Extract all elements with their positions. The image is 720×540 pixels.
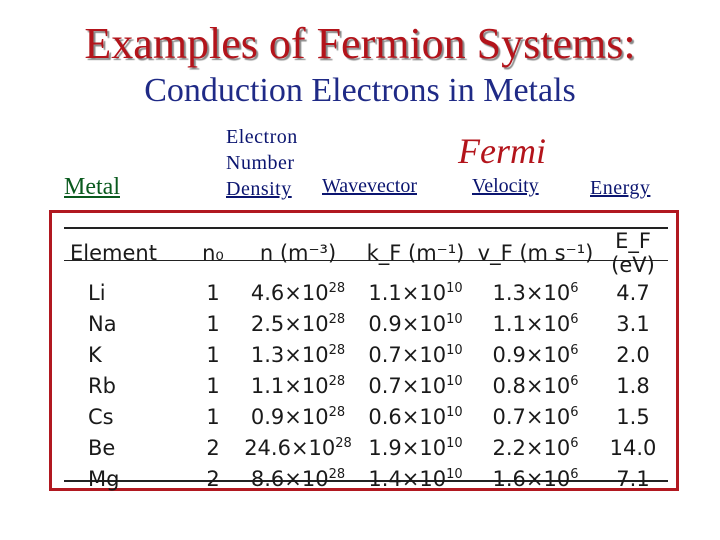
cell-ef-value: 4.7 bbox=[616, 280, 650, 305]
cell-ef bbox=[598, 339, 668, 370]
cell-kf bbox=[358, 339, 473, 370]
cell-n bbox=[238, 463, 358, 494]
cell-n0-value: 2 bbox=[206, 466, 220, 491]
slide-title: Examples of Fermion Systems: bbox=[84, 19, 636, 68]
fermi-table bbox=[64, 229, 668, 494]
cell-n-value: 1.1×10 bbox=[250, 373, 329, 398]
cell-kf-exponent: 10 bbox=[446, 311, 463, 327]
cell-element bbox=[64, 463, 188, 494]
cell-vf-exponent: 6 bbox=[570, 280, 579, 296]
header-ef: E_F (eV) bbox=[611, 229, 655, 277]
header-n0: n₀ bbox=[202, 241, 224, 265]
density-label bbox=[226, 124, 298, 202]
header-n: n (m⁻³) bbox=[259, 241, 337, 265]
cell-n0 bbox=[188, 308, 238, 339]
cell-kf-value: 1.9×10 bbox=[368, 435, 447, 460]
cell-ef-value: 14.0 bbox=[609, 435, 657, 460]
table-frame bbox=[49, 210, 679, 491]
cell-vf-value: 2.2×10 bbox=[492, 435, 571, 460]
cell-vf-value: 0.7×10 bbox=[492, 404, 571, 429]
cell-n0-value: 1 bbox=[206, 373, 220, 398]
cell-n0 bbox=[188, 432, 238, 463]
cell-n0-value: 2 bbox=[206, 435, 220, 460]
cell-vf-value: 1.6×10 bbox=[492, 466, 571, 491]
cell-element bbox=[64, 308, 188, 339]
cell-vf-exponent: 6 bbox=[570, 435, 579, 451]
density-label-line3: Density bbox=[226, 178, 292, 200]
cell-vf bbox=[473, 463, 598, 494]
cell-vf bbox=[473, 277, 598, 308]
table-row bbox=[64, 401, 668, 432]
metal-label: Metal bbox=[64, 174, 120, 200]
cell-n0 bbox=[188, 339, 238, 370]
cell-vf-value: 0.8×10 bbox=[492, 373, 571, 398]
cell-element-value: Be bbox=[88, 435, 116, 460]
cell-ef-value: 1.8 bbox=[616, 373, 650, 398]
cell-n-value: 4.6×10 bbox=[250, 280, 329, 305]
cell-n-exponent: 28 bbox=[328, 342, 346, 358]
header-vf: v_F (m s⁻¹) bbox=[477, 241, 594, 265]
cell-n0 bbox=[188, 370, 238, 401]
cell-kf-exponent: 10 bbox=[446, 404, 463, 420]
cell-n-exponent: 28 bbox=[328, 466, 346, 482]
cell-kf-value: 1.4×10 bbox=[368, 466, 447, 491]
cell-ef bbox=[598, 277, 668, 308]
cell-n-value: 24.6×10 bbox=[244, 435, 336, 460]
cell-vf-value: 0.9×10 bbox=[492, 342, 571, 367]
cell-kf bbox=[358, 370, 473, 401]
cell-n0 bbox=[188, 463, 238, 494]
density-label-line1: Electron bbox=[226, 126, 298, 148]
cell-element-value: Na bbox=[88, 311, 117, 336]
cell-vf-exponent: 6 bbox=[570, 404, 579, 420]
slide-subtitle: Conduction Electrons in Metals bbox=[144, 72, 576, 109]
cell-ef-value: 3.1 bbox=[616, 311, 650, 336]
cell-n0 bbox=[188, 277, 238, 308]
cell-element bbox=[64, 370, 188, 401]
cell-kf bbox=[358, 463, 473, 494]
cell-element bbox=[64, 432, 188, 463]
cell-vf bbox=[473, 308, 598, 339]
cell-ef-value: 2.0 bbox=[616, 342, 650, 367]
velocity-label: Velocity bbox=[472, 175, 539, 197]
cell-n bbox=[238, 277, 358, 308]
cell-vf bbox=[473, 432, 598, 463]
cell-element-value: K bbox=[88, 342, 102, 367]
cell-ef-value: 7.1 bbox=[616, 466, 650, 491]
cell-n-exponent: 28 bbox=[335, 435, 352, 451]
cell-kf-value: 0.7×10 bbox=[368, 373, 447, 398]
cell-vf-exponent: 6 bbox=[570, 311, 579, 327]
density-label-line2: Number bbox=[226, 152, 295, 174]
cell-n-exponent: 28 bbox=[328, 373, 346, 389]
cell-vf-exponent: 6 bbox=[570, 373, 579, 389]
cell-kf-exponent: 10 bbox=[446, 435, 463, 451]
cell-ef bbox=[598, 370, 668, 401]
cell-kf bbox=[358, 277, 473, 308]
cell-element bbox=[64, 339, 188, 370]
cell-n-value: 1.3×10 bbox=[250, 342, 329, 367]
cell-kf-exponent: 10 bbox=[446, 373, 463, 389]
cell-ef bbox=[598, 463, 668, 494]
cell-vf-exponent: 6 bbox=[570, 342, 579, 358]
table-row bbox=[64, 432, 668, 463]
cell-n bbox=[238, 308, 358, 339]
cell-kf-value: 0.6×10 bbox=[368, 404, 447, 429]
cell-vf bbox=[473, 401, 598, 432]
table-row bbox=[64, 308, 668, 339]
cell-kf bbox=[358, 308, 473, 339]
cell-kf-value: 0.7×10 bbox=[368, 342, 447, 367]
energy-label: Energy bbox=[590, 177, 651, 199]
cell-kf-value: 1.1×10 bbox=[368, 280, 447, 305]
cell-n0-value: 1 bbox=[206, 342, 220, 367]
cell-n0-value: 1 bbox=[206, 311, 220, 336]
cell-element-value: Rb bbox=[88, 373, 116, 398]
cell-n-exponent: 28 bbox=[328, 404, 346, 420]
cell-n bbox=[238, 432, 358, 463]
header-element: Element bbox=[70, 241, 157, 265]
fermi-label: Fermi bbox=[458, 131, 546, 171]
cell-ef bbox=[598, 432, 668, 463]
table-row bbox=[64, 277, 668, 308]
cell-vf-exponent: 6 bbox=[570, 466, 579, 482]
cell-element bbox=[64, 401, 188, 432]
cell-vf-value: 1.1×10 bbox=[492, 311, 571, 336]
cell-n0-value: 1 bbox=[206, 280, 220, 305]
cell-n bbox=[238, 339, 358, 370]
cell-ef-value: 1.5 bbox=[616, 404, 650, 429]
cell-kf bbox=[358, 432, 473, 463]
table-row bbox=[64, 339, 668, 370]
table-header-row bbox=[64, 229, 668, 277]
cell-n0-value: 1 bbox=[206, 404, 220, 429]
cell-kf-exponent: 10 bbox=[446, 342, 463, 358]
cell-ef bbox=[598, 401, 668, 432]
cell-element bbox=[64, 277, 188, 308]
wavevector-label: Wavevector bbox=[322, 175, 417, 197]
header-kf: k_F (m⁻¹) bbox=[366, 241, 465, 265]
cell-element-value: Li bbox=[88, 280, 106, 305]
cell-n-value: 0.9×10 bbox=[250, 404, 329, 429]
cell-kf-exponent: 10 bbox=[446, 280, 463, 296]
table-row bbox=[64, 370, 668, 401]
cell-kf-value: 0.9×10 bbox=[368, 311, 447, 336]
cell-kf bbox=[358, 401, 473, 432]
cell-vf bbox=[473, 339, 598, 370]
cell-n-value: 2.5×10 bbox=[250, 311, 329, 336]
cell-element-value: Mg bbox=[88, 466, 120, 491]
cell-n0 bbox=[188, 401, 238, 432]
cell-n-exponent: 28 bbox=[328, 280, 346, 296]
cell-n bbox=[238, 401, 358, 432]
cell-n-value: 8.6×10 bbox=[250, 466, 329, 491]
cell-kf-exponent: 10 bbox=[446, 466, 463, 482]
table-row bbox=[64, 463, 668, 494]
table-body bbox=[64, 277, 668, 494]
cell-n-exponent: 28 bbox=[328, 311, 346, 327]
cell-element-value: Cs bbox=[88, 404, 114, 429]
cell-vf-value: 1.3×10 bbox=[492, 280, 571, 305]
cell-vf bbox=[473, 370, 598, 401]
cell-n bbox=[238, 370, 358, 401]
cell-ef bbox=[598, 308, 668, 339]
